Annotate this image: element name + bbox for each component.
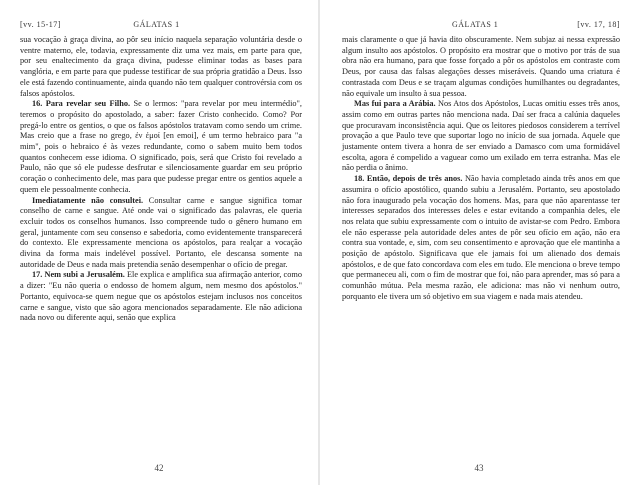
left-header-ref: [vv. 15-17] [20, 20, 61, 29]
right-running-header [342, 20, 620, 29]
paragraph [342, 99, 620, 174]
right-page-number: 43 [474, 463, 484, 473]
paragraph-text: Se o lermos: "para revelar por meu intermédio", teremos o propósito do apostolado, a saber: fazer Cristo conhecido. Como? Por pregá-lo entre os gentios, o que os falsos apóstolos tratavam como sendo um crime. Mas creio que a frase no grego, ἐν ἐμοί [en emoi], é um termo hebraico para "a mim", pois o hebraico é às vezes redundante, como o sabem muito bem todos quantos conhecem esse idioma. O significado, pois, será que Cristo foi revelado a Paulo, não que só ele pudesse desfrutar e silenciosamente guardar em seu próprio coração o conhecimento dele, mas para que pudesse pregar entre os gentios aquele a quem ele pessoalmente conhecia. [20, 99, 302, 194]
left-running-header [20, 20, 302, 29]
left-page-number: 42 [154, 463, 164, 473]
right-page [320, 0, 638, 485]
paragraph [20, 196, 302, 271]
left-page [0, 0, 318, 485]
paragraph [342, 35, 620, 99]
paragraph-text: Não havia completado ainda três anos em que assumira o ofício apostólico, quando subiu a Jerusalém. Portanto, seu apostolado não fora inaugurado pela vocação dos homens. Mas, para que não aparentasse ter interesses separados dos interesses deles e estar evitando a companhia deles, ele nos relata que subiu expressamente com o intuito de avistar-se com Pedro. Embora ele não esperasse pela autoridade deles antes de pôr seu ofício em ação, não era contra sua vontade, e, sim, com seu consentimento e aprovação que ele mantinha a posição de apóstolo. Significava que ele jamais foi um alienado dos demais apóstolos, e de que fato concordava com eles em tudo. Ele menciona o breve tempo que permaneceu ali, com o fim de mostrar que foi, não para aprender, mas só para a comunhão mútua. Pela mesma razão, ele adiciona: mas não vi nenhum outro, porquanto ele tivera um só objetivo em sua viagem e nada mais atendeu. [342, 174, 620, 301]
left-body-text [20, 35, 302, 324]
paragraph [20, 99, 302, 195]
paragraph-lead: 18. Então, depois de três anos. [354, 174, 463, 184]
paragraph [20, 35, 302, 99]
right-header-title: GÁLATAS 1 [452, 20, 499, 29]
paragraph-text: Ele explica e amplifica sua afirmação anterior, como a dizer: "Eu não queria o endosso de homem algum, nem mesmo dos apóstolos." Portanto, equivoca-se quem negue que os apóstolos estejam inclusos nos conceitos carne e sangue, visto que são agora mencionados separadamente. Ele não adiciona nada novo ou diferente aqui, senão que explica [20, 270, 302, 323]
paragraph-text: Consultar carne e sangue significa tomar conselho de carne e sangue. Até onde vai o significado das palavras, ele queria excluir todos os conselhos humanos. Isso compreende tudo o gênero humano em geral, juntamente com seu consenso e sabedoria, como evidentemente transparecerá do contexto. Ele expressamente menciona os apóstolos, para realçar a vocação divina da forma mais indelével possível. Portanto, ele descansa somente na autoridade de Deus e nada mais pretendia senão desempenhar o ofício de pregar. [20, 195, 302, 269]
paragraph [342, 174, 620, 302]
paragraph [20, 270, 302, 324]
right-body-text [342, 35, 620, 303]
paragraph-lead: Mas fui para a Arábia. [354, 99, 436, 109]
paragraph-text: Nos Atos dos Apóstolos, Lucas omitiu esses três anos, assim como em outras partes não menciona nada. Daí ser fraca a calúnia daqueles que procuravam inconsistência aqui. Que os leitores piedosos considerem a terrível provação a que Paulo teve que suportar logo no início de sua jornada. Aquele que justamente ontem tivera a honra de ser enviado a Damasco com uma formidável escolta, agora é compelido a vaguear como um exilado em terra estranha. Mas ele não perdia o ânimo. [342, 99, 621, 173]
paragraph-lead: 16. Para revelar seu Filho. [32, 99, 131, 109]
right-header-ref: [vv. 17, 18] [577, 20, 620, 29]
left-header-title: GÁLATAS 1 [133, 20, 180, 29]
paragraph-lead: Imediatamente não consultei. [32, 195, 144, 205]
paragraph-text: sua vocação à graça divina, ao pôr seu início naquela separação voluntária desde o ventre materno, ele, todavia, expressamente diz uma vez mais, em parte para que, por seu enaltecimento da graça divina, pudesse eliminar todas as bases para vanglória, e em parte para que pudesse testificar de sua própria gratidão a Deus. Isso ele está fazendo continuamente, ainda quando não tem qualquer controvérsia com os falsos apóstolos. [20, 35, 302, 98]
paragraph-text: mais claramente o que já havia dito obscuramente. Nem subjaz ai nessa expressão algum insulto aos apóstolos. O propósito era mostrar que o motivo por trás de sua obra não era humano, para que fosse forçado a pôr os apóstolos em contraste com Deus, por causa das falsas alegações desses miseráveis. Quando uma criatura é contrastada com Deus e se traçam algumas condições humilhantes ou degradantes, não equivale um insulto à sua pessoa. [342, 35, 620, 98]
paragraph-lead: 17. Nem subi a Jerusalém. [32, 270, 125, 280]
